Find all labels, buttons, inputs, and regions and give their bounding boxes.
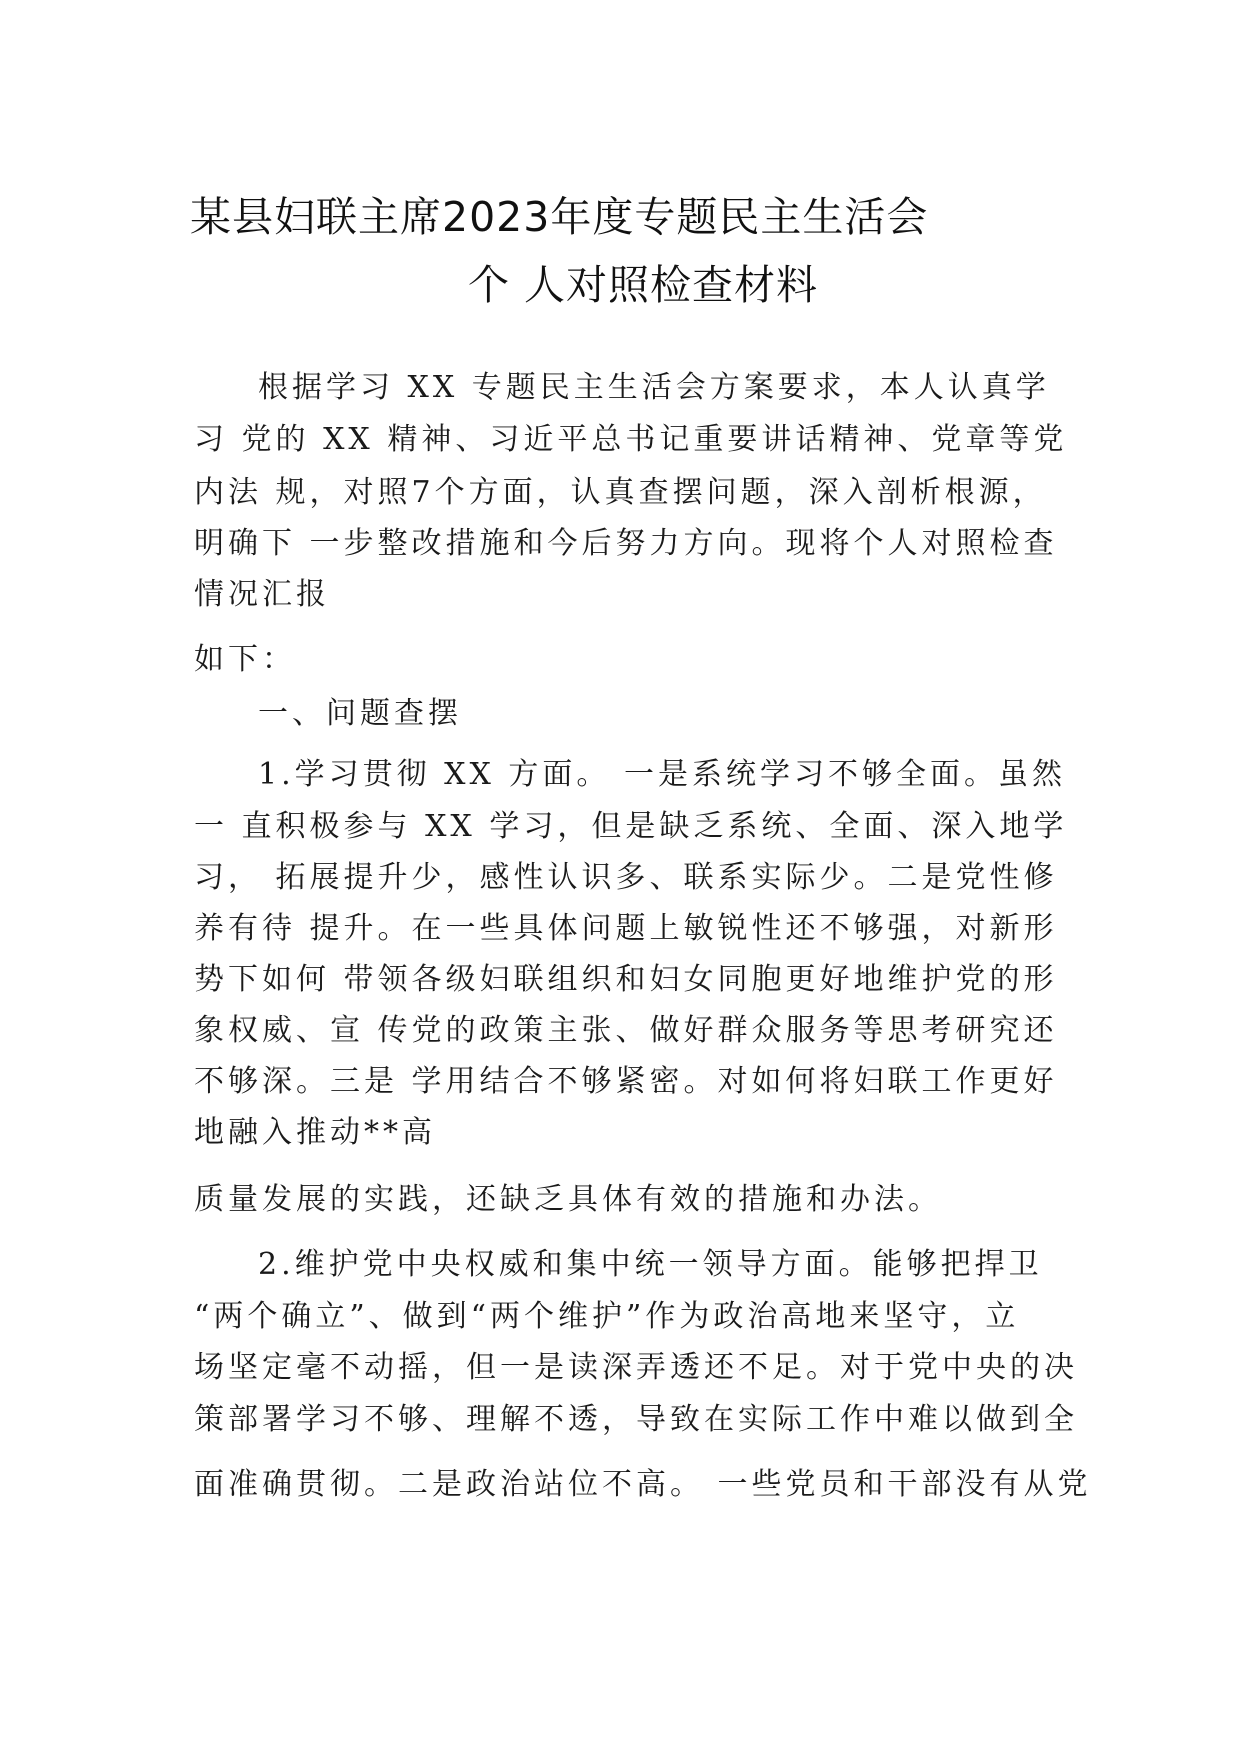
- body-line: 2.维护党中央权威和集中统一领导方面。能够把捍卫: [258, 1247, 1043, 1282]
- body-line: “两个确立”、做到“两个维护”作为政治高地来坚守，立: [194, 1299, 1020, 1334]
- body-line: 不够深。三是 学用结合不够紧密。对如何将妇联工作更好: [194, 1064, 1058, 1099]
- body-line: 1.学习贯彻 XX 方面。 一是系统学习不够全面。虽然: [258, 757, 1066, 792]
- body-line: 如下：: [194, 642, 296, 677]
- body-line: 势下如何 带领各级妇联组织和妇女同胞更好地维护党的形: [194, 962, 1058, 997]
- body-line: 场坚定毫不动摇，但一是读深弄透还不足。对于党中央的决: [194, 1350, 1078, 1385]
- body-line: 习 党的 XX 精神、习近平总书记重要讲话精神、党章等党: [194, 422, 1068, 457]
- document-title-line-1: 某县妇联主席2023年度专题民主生活会: [190, 193, 929, 241]
- body-line: 面准确贯彻。二是政治站位不高。 一些党员和干部没有从党: [194, 1467, 1092, 1502]
- body-line: 情况汇报: [194, 577, 330, 612]
- body-line: 策部署学习不够、理解不透，导致在实际工作中难以做到全: [194, 1402, 1078, 1437]
- body-line: 一 直积极参与 XX 学习，但是缺乏系统、全面、深入地学: [194, 809, 1068, 844]
- body-line: 内法 规，对照7个方面，认真查摆问题，深入剖析根源，: [194, 475, 1047, 510]
- body-line: 习， 拓展提升少，感性认识多、联系实际少。二是党性修: [194, 860, 1058, 895]
- body-line: 质量发展的实践，还缺乏具体有效的措施和办法。: [194, 1182, 942, 1217]
- body-line: 根据学习 XX 专题民主生活会方案要求，本人认真学: [258, 370, 1050, 405]
- body-line: 明确下 一步整改措施和今后努力方向。现将个人对照检查: [194, 526, 1058, 561]
- body-line: 养有待 提升。在一些具体问题上敏锐性还不够强，对新形: [194, 911, 1058, 946]
- body-line: 地融入推动**高: [194, 1115, 436, 1150]
- section-heading: 一、问题查摆: [258, 696, 462, 731]
- document-title-line-2: 个 人对照检查材料: [468, 261, 819, 309]
- body-line: 象权威、宣 传党的政策主张、做好群众服务等思考研究还: [194, 1013, 1058, 1048]
